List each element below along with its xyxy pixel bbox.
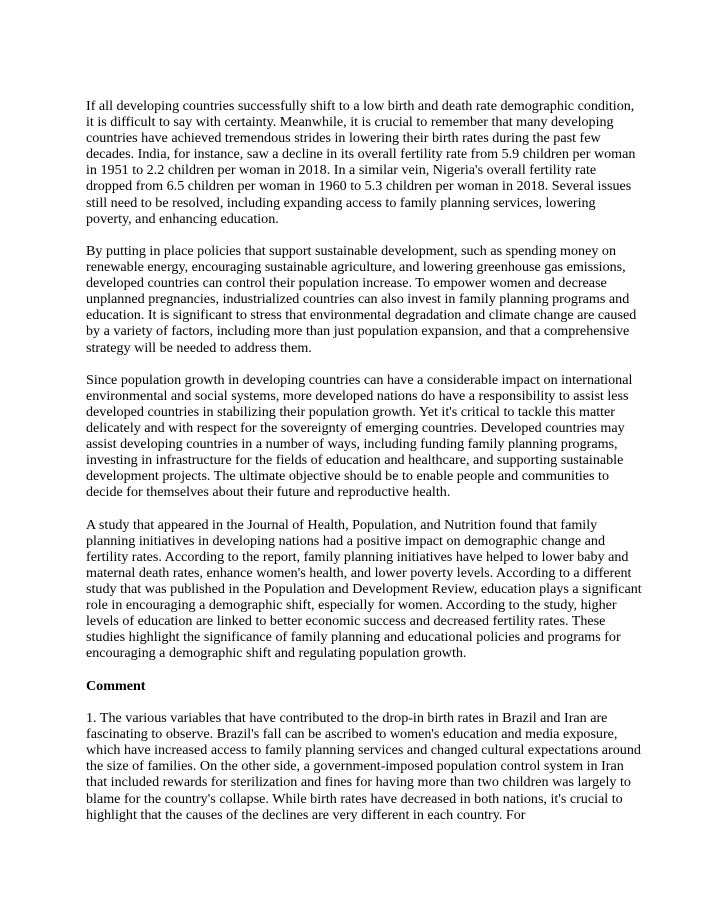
paragraph-demographic-shift: If all developing countries successfully shift to a low birth and death rate demographic condition, it is difficult to say with certainty. Meanwhile, it is crucial to remember that many developing countries have achieved tremendous strides in lowering their birth rates during the past few decades. India, for instance, saw a decline in its overall fertility rate from 5.9 children per woman in 1951 to 2.2 children per woman in 2018. In a similar vein, Nigeria's overall fertility rate dropped from 6.5 children per woman in 1960 to 5.3 children per woman in 2018. Several issues still need to be resolved, including expanding access to family planning services, lowering poverty, and enhancing education.: [86, 98, 636, 227]
paragraph-developed-countries-policies: By putting in place policies that support sustainable development, such as spending money on renewable energy, encouraging sustainable agriculture, and lowering greenhouse gas emissions, developed countries can control their population increase. To empower women and decrease unplanned pregnancies, industrialized countries can also invest in family planning programs and education. It is significant to stress that environmental degradation and climate change are caused by a variety of factors, including more than just population expansion, and that a comprehensive strategy will be needed to address them.: [86, 242, 637, 356]
comment-paragraph: 1. The various variables that have contributed to the drop-in birth rates in Brazil and Iran are fascinating to observe. Brazil's fall can be ascribed to women's education and media exposure, which have increased access to family planning services and changed cultural expectations around the size of families. On the other side, a government-imposed population control system in Iran that included rewards for sterilization and fines for having more than two children was largely to blame for the country's collapse. While birth rates have decreased in both nations, it's crucial to highlight that the causes of the declines are very different in each country. For: [86, 710, 641, 823]
document-page: [86, 98, 642, 839]
paragraph-studies: A study that appeared in the Journal of Health, Population, and Nutrition found that family planning initiatives in developing nations had a positive impact on demographic change and fertility rates. According to the report, family planning initiatives have helped to lower baby and maternal death rates, enhance women's health, and lower poverty levels. According to a different study that was published in the Population and Development Review, education plays a significant role in encouraging a demographic shift, especially for women. According to the study, higher levels of education are linked to better economic success and decreased fertility rates. These studies highlight the significance of family planning and educational policies and programs for encouraging a demographic shift and regulating population growth.: [86, 516, 642, 662]
paragraph-responsibility-to-assist: Since population growth in developing countries can have a considerable impact on international environmental and social systems, more developed nations do have a responsibility to assist less developed countries in stabilizing their population growth. Yet it's critical to tackle this matter delicately and with respect for the sovereignty of emerging countries. Developed countries may assist developing countries in a number of ways, including funding family planning programs, investing in infrastructure for the fields of education and healthcare, and supporting sustainable development projects. The ultimate objective should be to enable people and communities to decide for themselves about their future and reproductive health.: [86, 371, 633, 501]
comment-heading: Comment: [86, 677, 146, 694]
